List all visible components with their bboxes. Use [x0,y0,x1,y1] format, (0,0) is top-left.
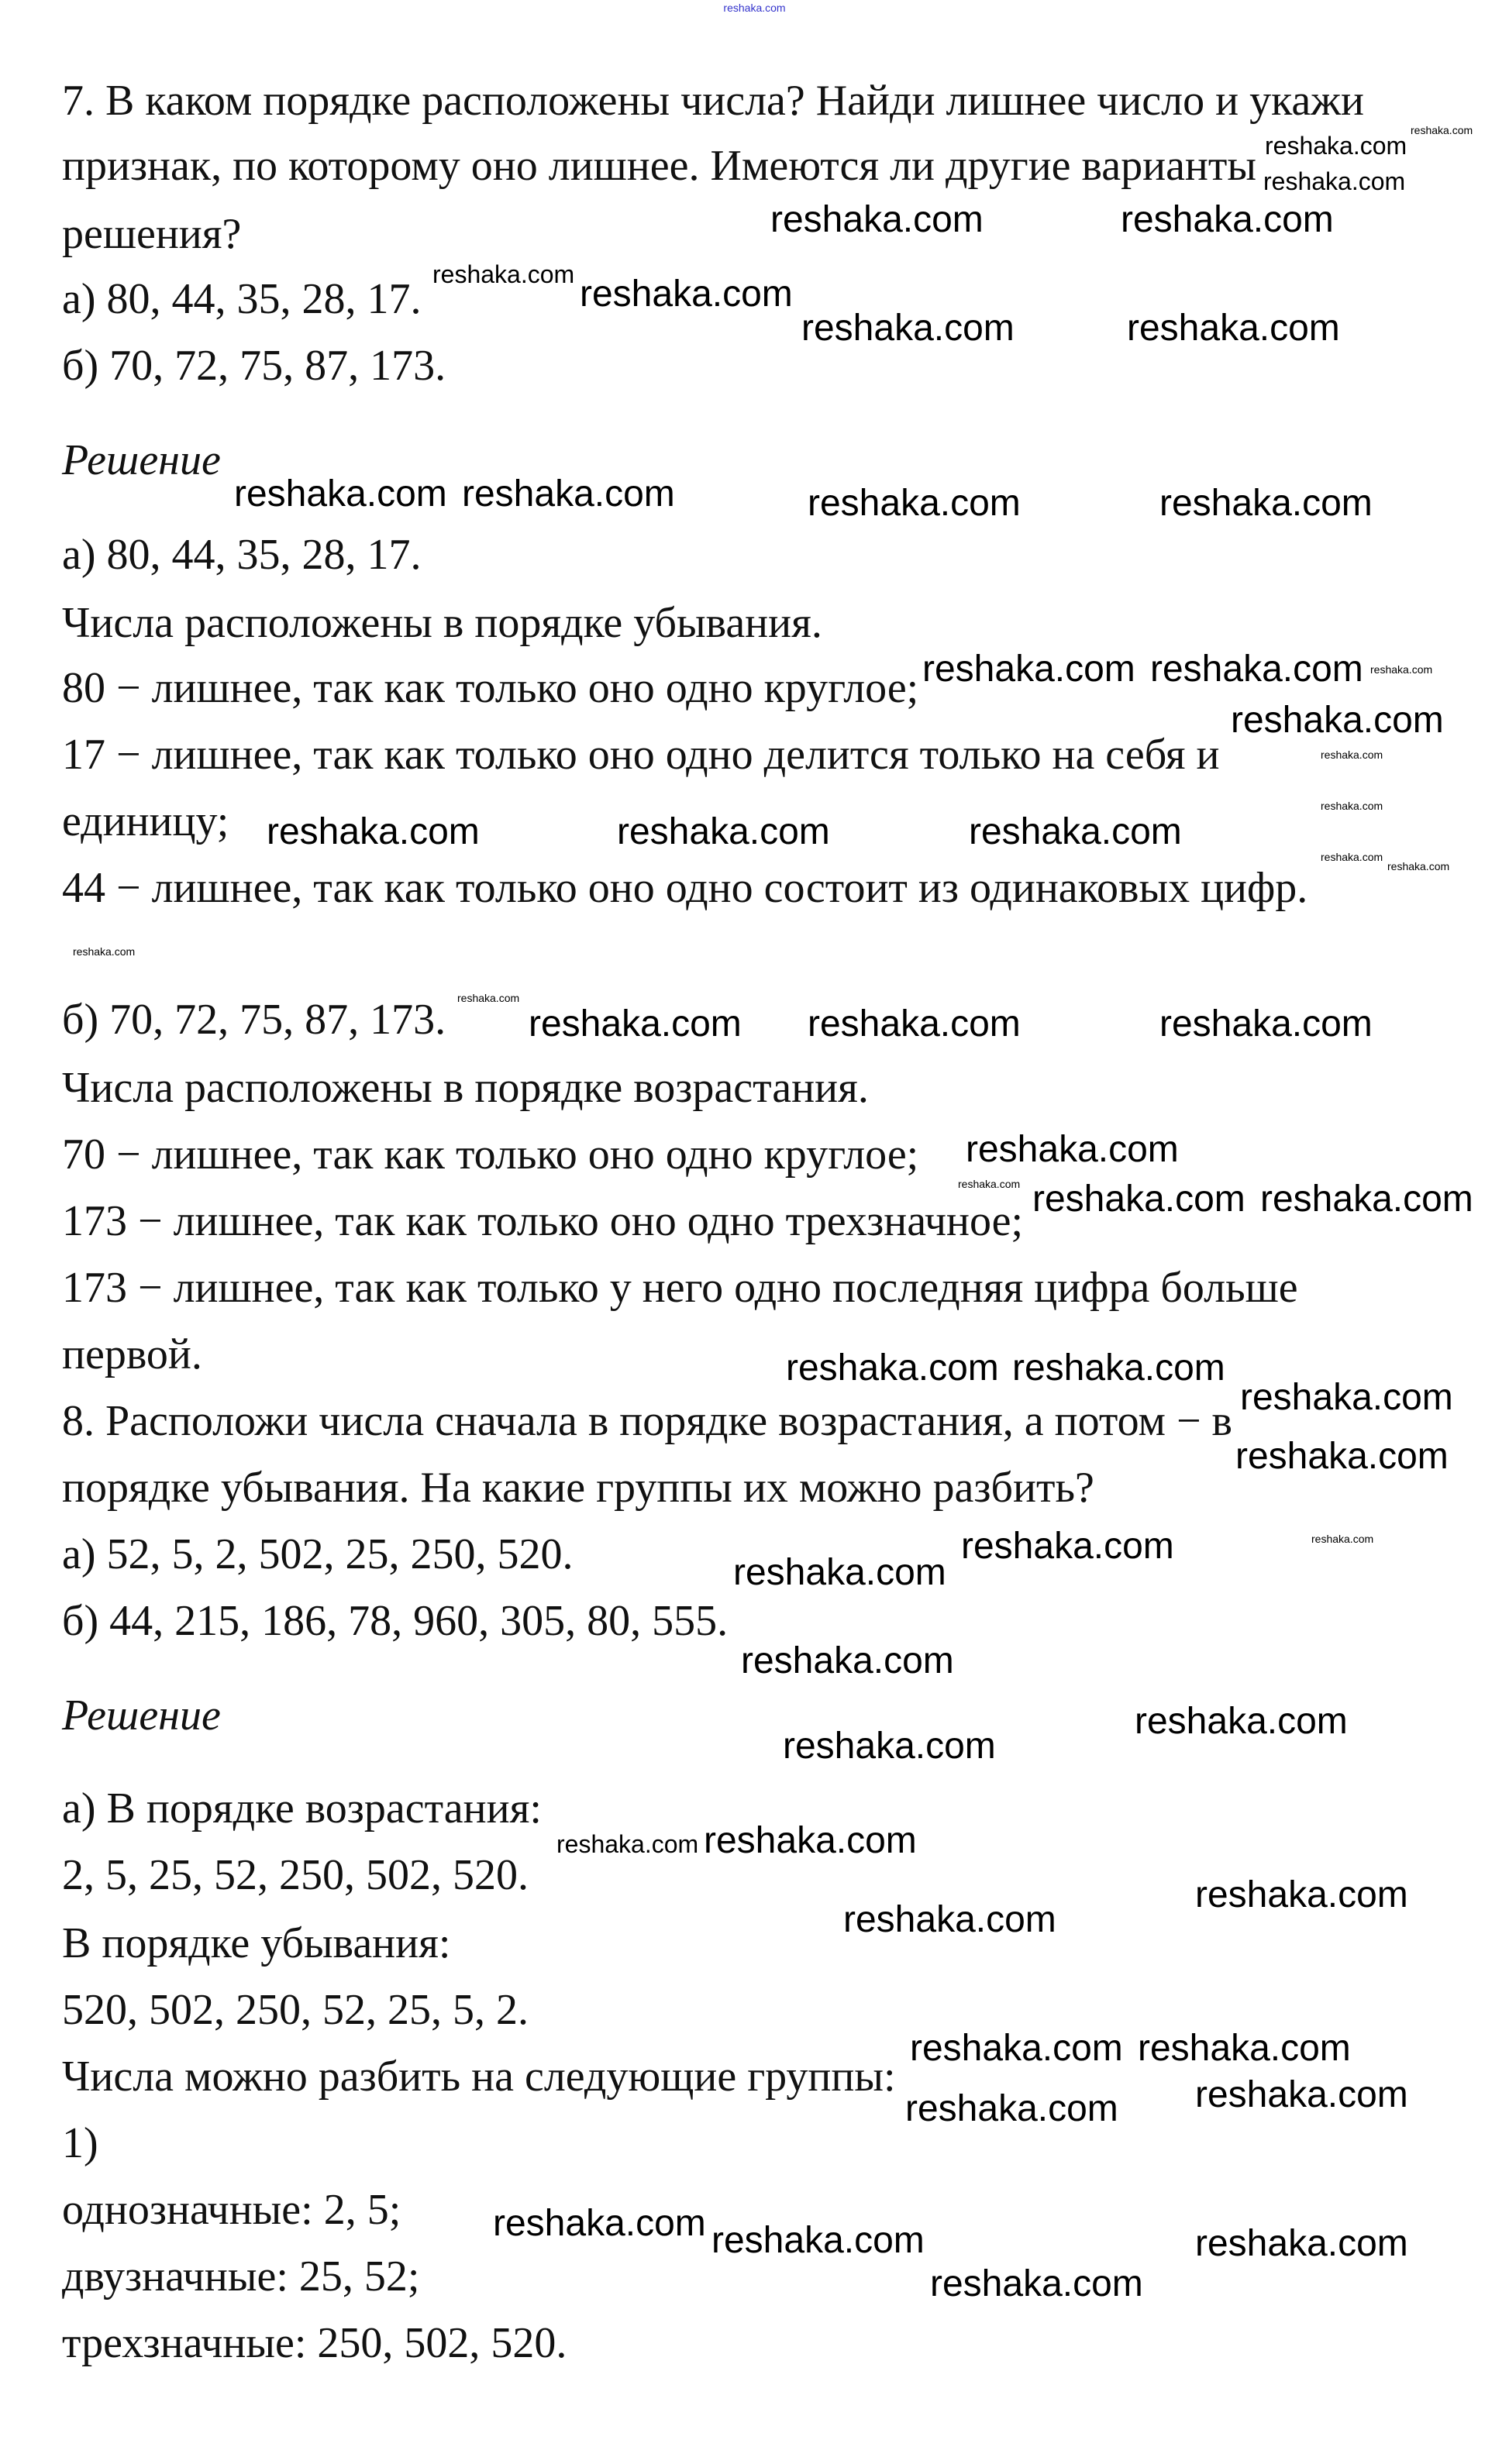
text-line: 8. Расположи числа сначала в порядке возрастания, а потом − в [62,1397,1232,1445]
text-line: признак, по которому оно лишнее. Имеются ли другие варианты [62,142,1256,190]
text-line: 173 − лишнее, так как только оно одно трехзначное; [62,1197,1024,1245]
text-line: порядке убывания. На какие группы их можно разбить? [62,1464,1094,1512]
watermark: reshaka.com [930,2263,1143,2304]
watermark: reshaka.com [1265,132,1407,160]
text-line: 80 − лишнее, так как только оно одно круглое; [62,664,919,712]
watermark: reshaka.com [1321,851,1383,863]
text-line: двузначные: 25, 52; [62,2252,420,2301]
text-line: 7. В каком порядке расположены числа? Найди лишнее число и укажи [62,77,1364,125]
watermark: reshaka.com [1370,663,1433,676]
watermark: reshaka.com [1195,1874,1408,1915]
watermark: reshaka.com [73,945,136,958]
text-line: а) В порядке возрастания: [62,1784,542,1833]
watermark: reshaka.com [961,1526,1174,1567]
text-line: трехзначные: 250, 502, 520. [62,2319,567,2367]
watermark: reshaka.com [432,260,575,288]
text-line: В порядке убывания: [62,1919,451,1967]
watermark: reshaka.com [1260,1179,1473,1220]
watermark: reshaka.com [1121,199,1334,240]
text-line: Числа можно разбить на следующие группы: [62,2053,896,2101]
watermark: reshaka.com [1032,1179,1245,1220]
text-line: 1) [62,2119,98,2167]
watermark: reshaka.com [733,1552,946,1593]
watermark: reshaka.com [1135,1701,1348,1742]
text-line: б) 70, 72, 75, 87, 173. [62,342,446,390]
text-line: единицу; [62,797,229,845]
watermark: reshaka.com [457,992,520,1004]
watermark: reshaka.com [267,811,480,852]
watermark: reshaka.com [1195,2074,1408,2115]
text-line: 70 − лишнее, так как только оно одно круглое; [62,1130,919,1179]
text-line: однозначные: 2, 5; [62,2186,401,2234]
watermark: reshaka.com [801,308,1015,349]
watermark: reshaka.com [529,1003,742,1044]
text-line: 520, 502, 250, 52, 25, 5, 2. [62,1986,529,2034]
watermark: reshaka.com [556,1830,699,1858]
text-line: первой. [62,1330,202,1378]
text-line: 2, 5, 25, 52, 250, 502, 520. [62,1851,529,1899]
text-line: Числа расположены в порядке убывания. [62,599,822,647]
watermark: reshaka.com [1012,1347,1225,1389]
text-line: решения? [62,210,242,258]
watermark: reshaka.com [617,811,830,852]
watermark: reshaka.com [462,473,675,514]
site-header-link[interactable]: reshaka.com [723,2,786,14]
watermark: reshaka.com [1150,649,1363,690]
text-line: 173 − лишнее, так как только у него одно последняя цифра больше [62,1264,1298,1312]
watermark: reshaka.com [905,2088,1118,2129]
watermark: reshaka.com [843,1899,1056,1940]
watermark: reshaka.com [1387,860,1450,872]
watermark: reshaka.com [1311,1533,1374,1545]
watermark: reshaka.com [783,1726,996,1767]
watermark: reshaka.com [704,1820,917,1861]
text-line: 44 − лишнее, так как только оно одно состоит из одинаковых цифр. [62,864,1308,912]
text-line: а) 80, 44, 35, 28, 17. [62,531,422,579]
watermark: reshaka.com [741,1640,954,1681]
text-line: а) 52, 5, 2, 502, 25, 250, 520. [62,1530,574,1578]
text-line: а) 80, 44, 35, 28, 17. [62,275,422,323]
watermark: reshaka.com [1159,1003,1373,1044]
watermark: reshaka.com [1231,700,1444,741]
text-line: 17 − лишнее, так как только оно одно делится только на себя и [62,731,1220,779]
text-line: б) 44, 215, 186, 78, 960, 305, 80, 555. [62,1597,729,1645]
section-heading: Решение [62,1691,221,1740]
watermark: reshaka.com [1195,2223,1408,2264]
section-heading: Решение [62,436,221,484]
watermark: reshaka.com [234,473,447,514]
watermark: reshaka.com [1127,308,1340,349]
text-line: б) 70, 72, 75, 87, 173. [62,996,446,1044]
watermark: reshaka.com [922,649,1135,690]
watermark: reshaka.com [969,811,1182,852]
watermark: reshaka.com [1321,748,1383,761]
watermark: reshaka.com [1263,167,1406,195]
watermark: reshaka.com [1159,483,1373,524]
watermark: reshaka.com [1321,800,1383,812]
watermark: reshaka.com [770,199,984,240]
watermark: reshaka.com [1411,124,1473,136]
watermark: reshaka.com [1240,1377,1453,1418]
watermark: reshaka.com [1235,1436,1449,1477]
watermark: reshaka.com [493,2203,706,2244]
text-line: Числа расположены в порядке возрастания. [62,1064,869,1112]
watermark: reshaka.com [786,1347,999,1389]
watermark: reshaka.com [711,2220,925,2261]
watermark: reshaka.com [966,1129,1179,1170]
watermark: reshaka.com [580,274,793,315]
watermark: reshaka.com [958,1178,1021,1190]
watermark: reshaka.com [808,483,1021,524]
watermark: reshaka.com [910,2028,1123,2069]
watermark: reshaka.com [808,1003,1021,1044]
watermark: reshaka.com [1138,2028,1351,2069]
